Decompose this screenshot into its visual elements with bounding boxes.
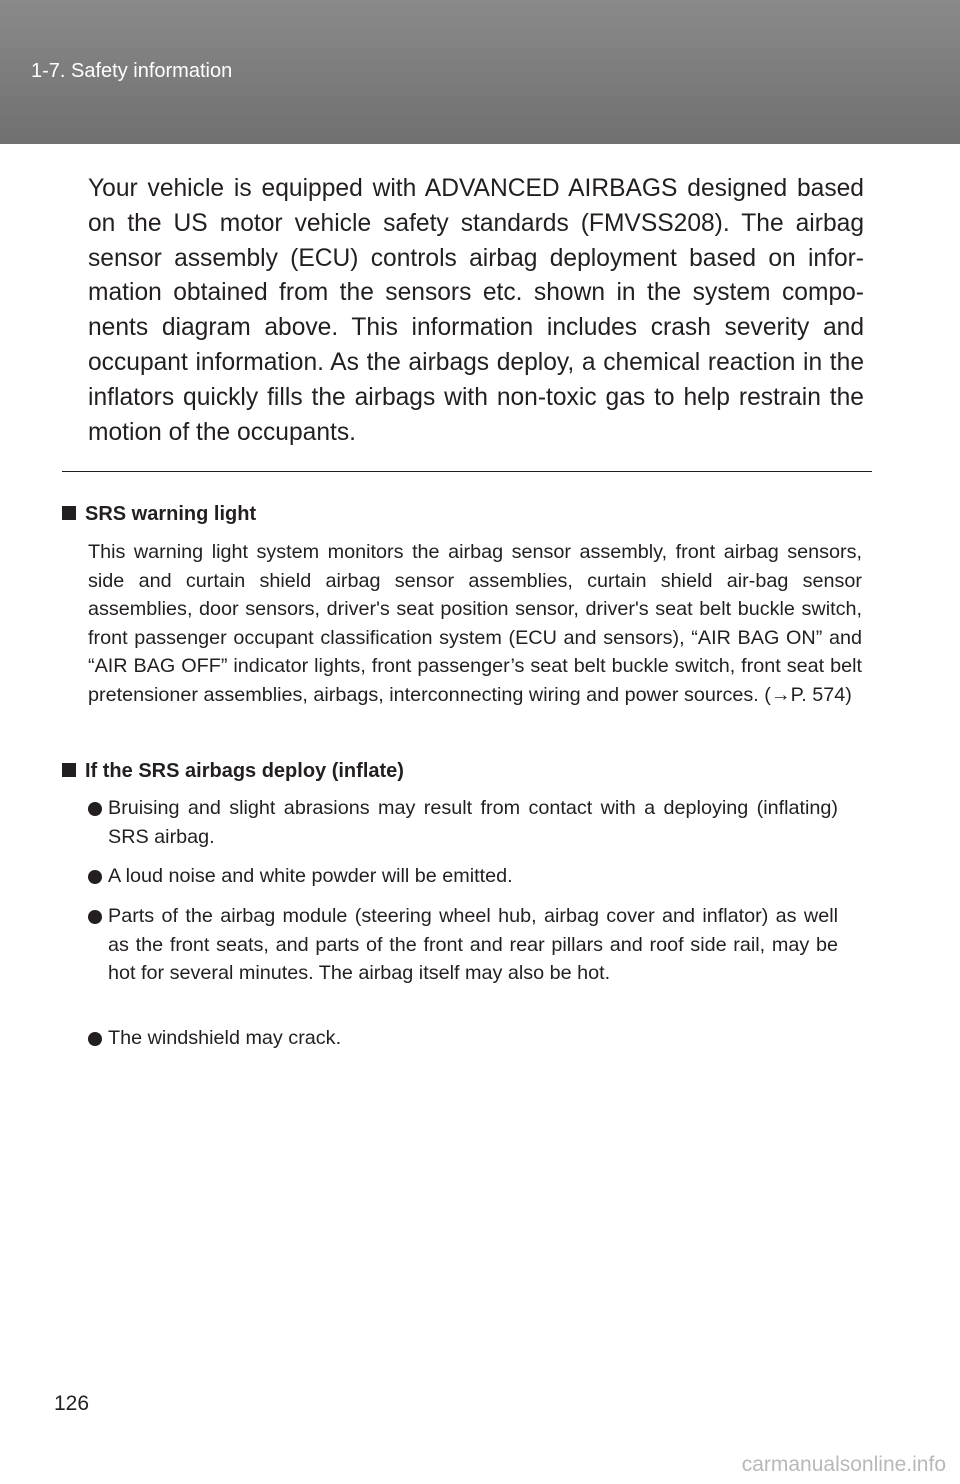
bullet-dot-icon	[88, 870, 102, 884]
bullet-dot-icon	[88, 1032, 102, 1046]
heading-text: If the SRS airbags deploy (inflate)	[85, 760, 404, 782]
list-item-text: Bruising and slight abrasions may result from contact with a deploying (inflating) SRS airbag.	[108, 797, 838, 848]
section-title: 1-7. Safety information	[31, 60, 233, 82]
list-item-text: A loud noise and white powder will be emitted.	[108, 865, 513, 887]
watermark-text: carmanualsonline.info	[741, 1453, 946, 1476]
list-item-text: The windshield may crack.	[108, 1027, 342, 1049]
square-bullet-icon	[62, 763, 76, 777]
bullet-dot-icon	[88, 802, 102, 816]
heading-srs-warning-light	[62, 503, 256, 526]
heading-text: SRS warning light	[85, 503, 257, 525]
intro-paragraph: Your vehicle is equipped with ADVANCED AIRBAGS designed based on the US motor vehicle safety standards (FMVSS208). The airbag sensor assembly (ECU) controls airbag deployment based on infor-mation obtained from the sensors etc. shown in the system compo-nents diagram above. This information includes crash severity and occupant information. As the airbags deploy, a chemical reaction in the inflators quickly fills the airbags with non-toxic gas to help restrain the motion of the occupants.	[88, 175, 864, 446]
page-header	[0, 0, 960, 144]
srs-warning-light-paragraph: This warning light system monitors the airbag sensor assembly, front airbag sensors, side and curtain shield airbag sensor assemblies, curtain shield air-bag sensor assemblies, door sensors, driver's seat position sensor, driver's seat belt buckle switch, front passenger occupant classification system (ECU and sensors), “AIR BAG ON” and “AIR BAG OFF” indicator lights, front passenger’s seat belt buckle switch, front seat belt pretensioner assemblies, airbags, interconnecting wiring and power sources. (→P. 574)	[88, 541, 862, 706]
bullet-dot-icon	[88, 910, 102, 924]
heading-if-airbags-deploy	[62, 760, 404, 783]
page-number: 126	[54, 1392, 90, 1415]
square-bullet-icon	[62, 506, 76, 520]
divider	[62, 471, 872, 472]
list-item-text: Parts of the airbag module (steering wheel hub, airbag cover and inflator) as well as the front seats, and parts of the front and rear pillars and roof side rail, may be hot for several minutes. The airbag itself may also be hot.	[108, 905, 838, 984]
